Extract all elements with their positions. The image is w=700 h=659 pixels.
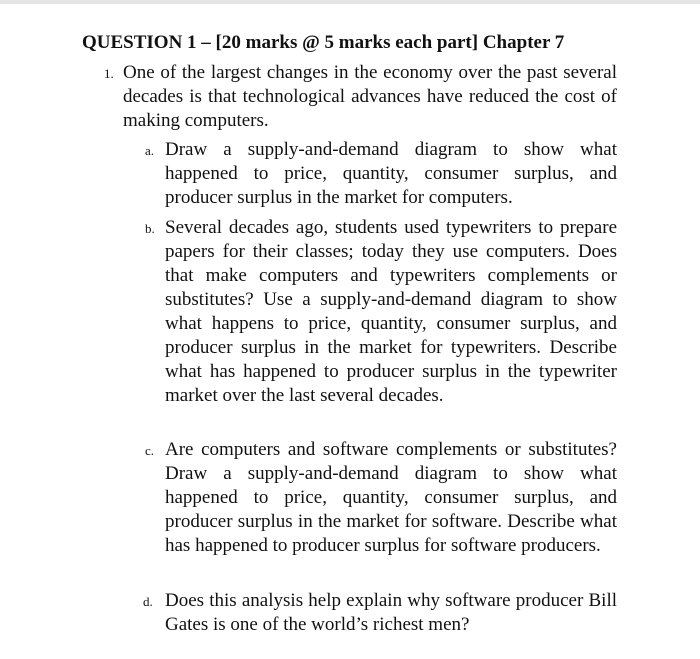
question-part-a (145, 138, 617, 210)
question-intro-text: One of the largest changes in the economy over the past several decades is that technological advances have reduced the cost of making computers. (123, 62, 617, 131)
part-c-label: c. (145, 443, 155, 458)
part-a-label: a. (145, 143, 155, 158)
question-number: 1. (104, 66, 114, 81)
part-c-text: Are computers and software complements or substitutes? Draw a supply-and-demand diagram to show what happened to price, quantity, consumer surplus, and producer surplus in the market for software. Describe what has happened to producer surplus for software producers. (165, 439, 617, 556)
part-d-label: d. (143, 594, 153, 609)
question-heading: QUESTION 1 – [20 marks @ 5 marks each part] Chapter 7 (82, 32, 565, 53)
question-part-d (143, 589, 617, 637)
part-b-text: Several decades ago, students used typewriters to prepare papers for their classes; today they use computers. Does that make computers and typewriters complements or substitutes? Use a supply-and-demand diagram to show what happens to price, quantity, consumer surplus, and producer surplus in the market for typewriters. Describe what has happened to producer surplus in the typewriter market over the last several decades. (165, 217, 617, 406)
question-part-b (145, 216, 617, 408)
part-a-text: Draw a supply-and-demand diagram to show what happened to price, quantity, consumer surplus, and producer surplus in the market for computers. (165, 139, 617, 208)
part-b-label: b. (145, 221, 155, 236)
part-d-text: Does this analysis help explain why software producer Bill Gates is one of the world’s richest men? (165, 590, 617, 635)
question-intro (104, 61, 617, 133)
question-part-c (145, 438, 617, 558)
